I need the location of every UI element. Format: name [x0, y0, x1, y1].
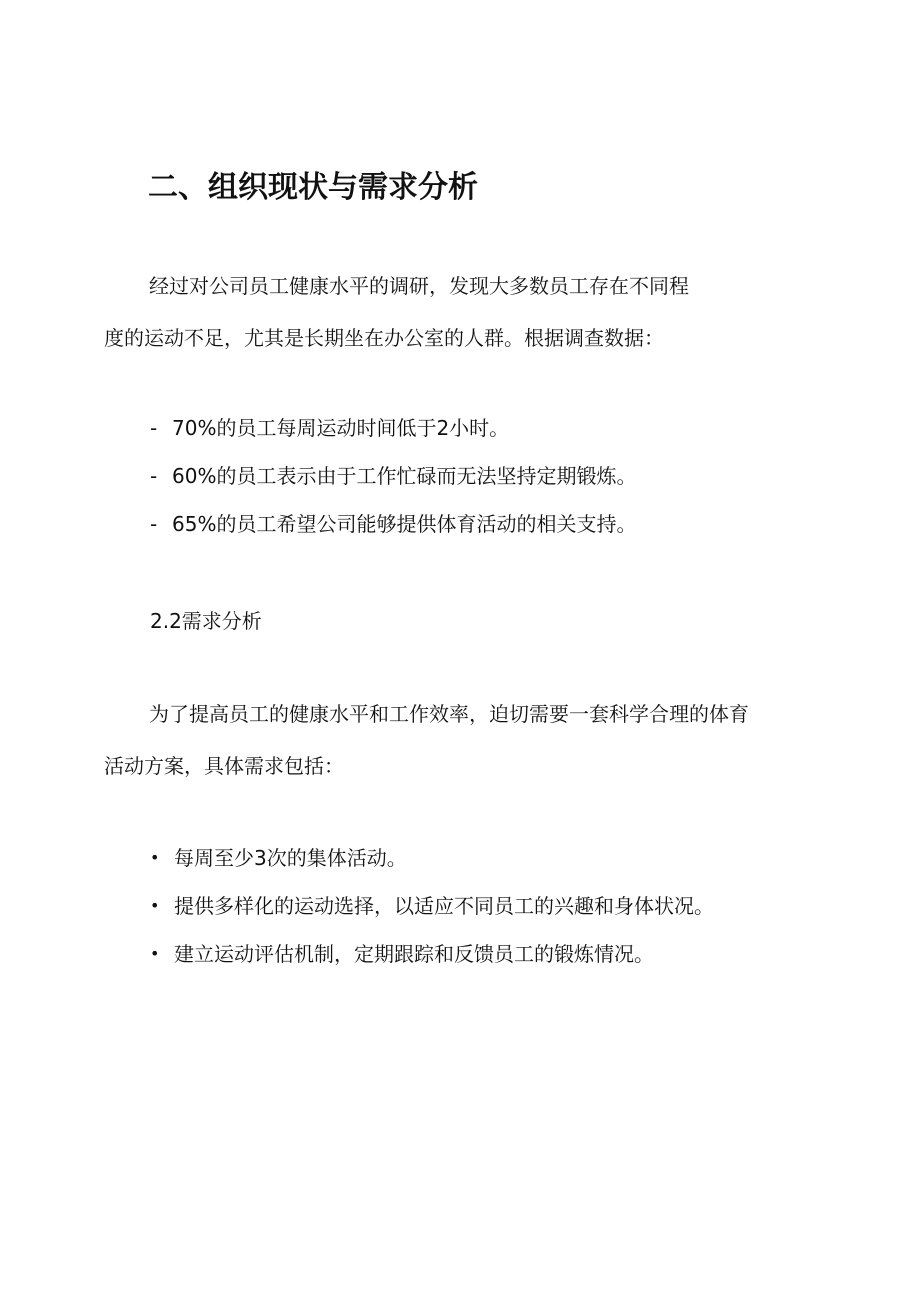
needs-item	[150, 882, 714, 930]
bullet-marker: •	[150, 848, 160, 867]
survey-item-text: 60%的员工表示由于工作忙碌而无法坚持定期锻炼。	[172, 464, 637, 488]
survey-item	[150, 404, 636, 452]
dash-marker: -	[150, 416, 158, 440]
needs-item	[150, 834, 714, 882]
needs-item	[150, 930, 714, 978]
needs-line-1: 为了提高员工的健康水平和工作效率，迫切需要一套科学合理的体育	[149, 702, 749, 726]
needs-paragraph	[104, 688, 749, 792]
needs-item-text: 每周至少3次的集体活动。	[174, 846, 407, 870]
needs-item-text: 建立运动评估机制，定期跟踪和反馈员工的锻炼情况。	[174, 942, 654, 966]
survey-list	[150, 404, 636, 548]
dash-marker: -	[150, 464, 158, 488]
bullet-marker: •	[150, 944, 160, 963]
section-heading: 二、组织现状与需求分析	[148, 170, 478, 205]
intro-paragraph	[104, 260, 689, 364]
needs-item-text: 提供多样化的运动选择，以适应不同员工的兴趣和身体状况。	[174, 894, 714, 918]
survey-item-text: 70%的员工每周运动时间低于2小时。	[172, 416, 510, 440]
subsection-heading: 2.2需求分析	[150, 609, 262, 633]
survey-item	[150, 500, 636, 548]
survey-item	[150, 452, 636, 500]
dash-marker: -	[150, 512, 158, 536]
needs-list	[150, 834, 714, 978]
survey-item-text: 65%的员工希望公司能够提供体育活动的相关支持。	[172, 512, 637, 536]
needs-line-2: 活动方案，具体需求包括：	[104, 754, 344, 778]
bullet-marker: •	[150, 896, 160, 915]
intro-line-2: 度的运动不足，尤其是长期坐在办公室的人群。根据调查数据：	[104, 326, 664, 350]
intro-line-1: 经过对公司员工健康水平的调研，发现大多数员工存在不同程	[149, 274, 689, 298]
